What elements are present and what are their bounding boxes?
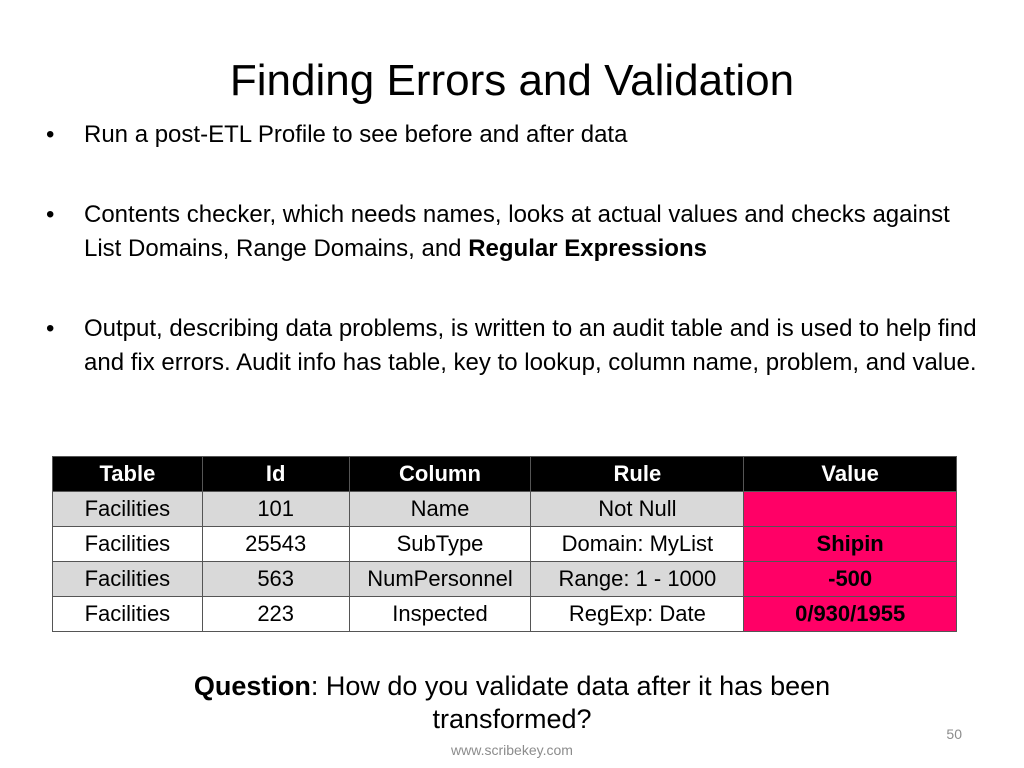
- cell-table: Facilities: [53, 597, 203, 632]
- cell-column: SubType: [349, 527, 531, 562]
- cell-table: Facilities: [53, 527, 203, 562]
- page-number: 50: [946, 726, 962, 742]
- table-header-row: [53, 457, 957, 492]
- cell-rule: RegExp: Date: [531, 597, 744, 632]
- question-body: : How do you validate data after it has been transformed?: [310, 671, 831, 734]
- table-row: [53, 562, 957, 597]
- cell-column: NumPersonnel: [349, 562, 531, 597]
- bullet-text: Contents checker, which needs names, looks at actual values and checks against List Domains, Range Domains, and: [84, 201, 950, 262]
- bullet-icon: •: [46, 201, 55, 228]
- cell-rule: Not Null: [531, 492, 744, 527]
- bullet-list: [46, 118, 986, 380]
- bullet-item: [46, 312, 986, 380]
- footer-url: www.scribekey.com: [451, 742, 573, 758]
- cell-value: -500: [744, 562, 957, 597]
- audit-table: [52, 456, 957, 632]
- cell-id: 25543: [202, 527, 349, 562]
- cell-column: Inspected: [349, 597, 531, 632]
- cell-id: 101: [202, 492, 349, 527]
- bullet-icon: •: [46, 121, 55, 148]
- cell-value: [744, 492, 957, 527]
- column-header-value: Value: [744, 457, 957, 492]
- column-header-table: Table: [53, 457, 203, 492]
- cell-table: Facilities: [53, 492, 203, 527]
- cell-table: Facilities: [53, 562, 203, 597]
- cell-id: 563: [202, 562, 349, 597]
- cell-value: 0/930/1955: [744, 597, 957, 632]
- bullet-text: Run a post-ETL Profile to see before and after data: [84, 121, 628, 148]
- bullet-item: [46, 118, 986, 152]
- cell-column: Name: [349, 492, 531, 527]
- column-header-column: Column: [349, 457, 531, 492]
- table-row: [53, 597, 957, 632]
- cell-rule: Domain: MyList: [531, 527, 744, 562]
- cell-id: 223: [202, 597, 349, 632]
- bullet-text-emphasis: Regular Expressions: [468, 235, 707, 262]
- question-text: [112, 670, 912, 736]
- column-header-id: Id: [202, 457, 349, 492]
- question-label: Question: [193, 671, 311, 701]
- bullet-text: Output, describing data problems, is written to an audit table and is used to help find and fix errors. Audit info has table, key to lookup, column name, problem, and value.: [84, 315, 977, 376]
- bullet-icon: •: [46, 315, 55, 342]
- table-row: [53, 527, 957, 562]
- cell-value: Shipin: [744, 527, 957, 562]
- cell-rule: Range: 1 - 1000: [531, 562, 744, 597]
- column-header-rule: Rule: [531, 457, 744, 492]
- bullet-item: [46, 198, 986, 266]
- table-row: [53, 492, 957, 527]
- slide-title: Finding Errors and Validation: [229, 56, 795, 106]
